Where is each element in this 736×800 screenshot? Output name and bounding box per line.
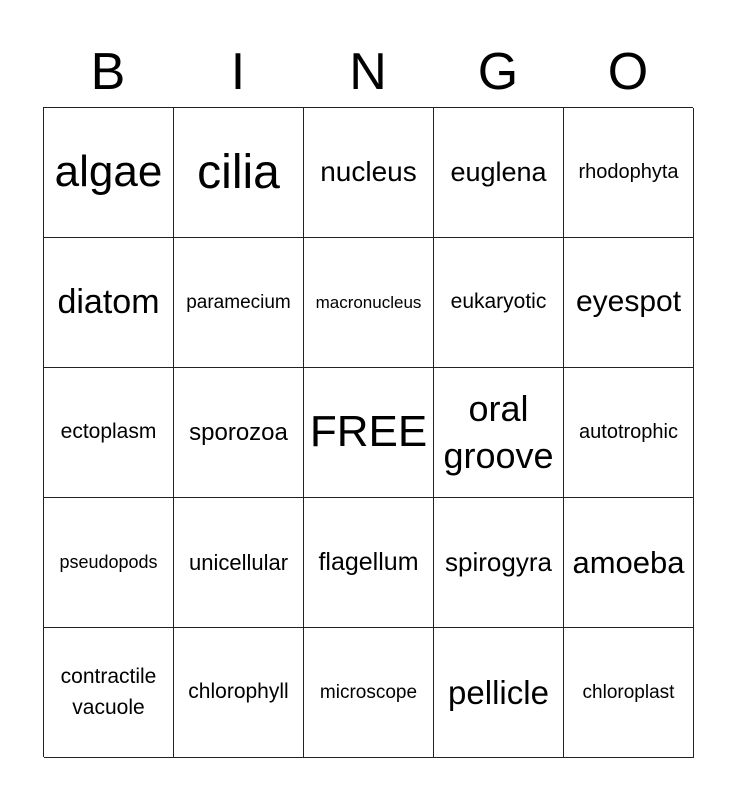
bingo-cell: chlorophyll: [174, 628, 304, 758]
header-letter-n: N: [349, 43, 387, 101]
bingo-cell: sporozoa: [174, 368, 304, 498]
header-letter-g: G: [477, 43, 519, 101]
bingo-cell: unicellular: [174, 498, 304, 628]
bingo-cell: autotrophic: [564, 368, 694, 498]
bingo-cell: amoeba: [564, 498, 694, 628]
bingo-cell: microscope: [304, 628, 434, 758]
bingo-cell: eukaryotic: [434, 238, 564, 368]
bingo-cell: euglena: [434, 108, 564, 238]
bingo-cell: rhodophyta: [564, 108, 694, 238]
header-letter-i: I: [230, 43, 246, 101]
header-letter-b: B: [90, 43, 126, 101]
bingo-cell: oral groove: [434, 368, 564, 498]
bingo-cell: eyespot: [564, 238, 694, 368]
bingo-cell: pseudopods: [44, 498, 174, 628]
bingo-cell: nucleus: [304, 108, 434, 238]
bingo-cell: algae: [44, 108, 174, 238]
bingo-cell: macronucleus: [304, 238, 434, 368]
bingo-cell: chloroplast: [564, 628, 694, 758]
bingo-cell: flagellum: [304, 498, 434, 628]
header-letter-o: O: [607, 43, 649, 101]
bingo-header: [43, 40, 693, 104]
bingo-cell: paramecium: [174, 238, 304, 368]
free-space: FREE: [304, 368, 434, 498]
bingo-cell: cilia: [174, 108, 304, 238]
bingo-board: [43, 107, 693, 757]
bingo-cell: contractile vacuole: [44, 628, 174, 758]
bingo-cell: diatom: [44, 238, 174, 368]
bingo-cell: pellicle: [434, 628, 564, 758]
bingo-cell: ectoplasm: [44, 368, 174, 498]
bingo-cell: spirogyra: [434, 498, 564, 628]
